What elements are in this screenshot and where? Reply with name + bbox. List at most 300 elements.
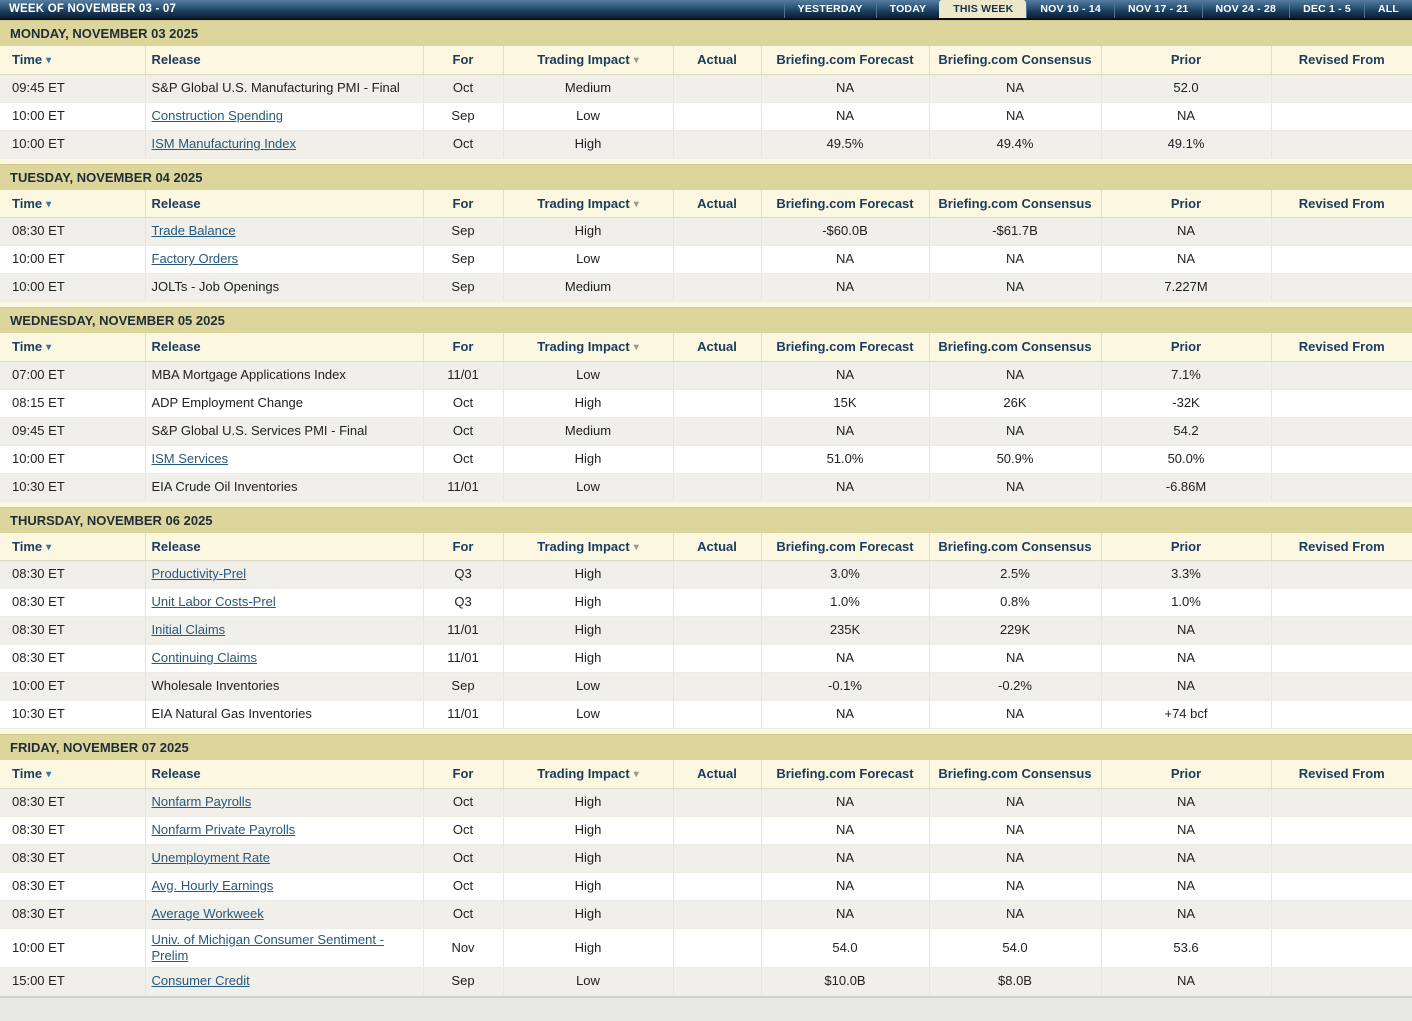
day-section-monday — [0, 20, 1412, 164]
table-row — [0, 246, 1412, 274]
tab-this-week[interactable]: THIS WEEK — [939, 0, 1026, 18]
revised-cell — [1271, 589, 1412, 617]
release-cell — [145, 589, 423, 617]
time-cell: 07:00 ET — [0, 361, 145, 389]
impact-cell: High — [503, 645, 673, 673]
table-row — [0, 872, 1412, 900]
column-header-for — [423, 333, 503, 361]
time-cell: 08:30 ET — [0, 218, 145, 246]
for-cell: Sep — [423, 968, 503, 996]
for-cell: Oct — [423, 788, 503, 816]
page-bottom-edge — [0, 996, 1412, 1005]
day-section-header: FRIDAY, NOVEMBER 07 2025 — [0, 734, 1412, 760]
column-header-time[interactable] — [0, 190, 145, 218]
consensus-cell: NA — [929, 701, 1101, 729]
consensus-cell: 229K — [929, 617, 1101, 645]
forecast-cell: NA — [761, 274, 929, 302]
impact-cell: High — [503, 900, 673, 928]
release-text: Wholesale Inventories — [151, 678, 280, 694]
column-label: Briefing.com Forecast — [776, 766, 914, 782]
sort-down-icon: ▾ — [46, 198, 52, 210]
revised-cell — [1271, 274, 1412, 302]
release-link[interactable]: Productivity-Prel — [151, 566, 247, 582]
column-label: Revised From — [1298, 766, 1385, 782]
table-row — [0, 473, 1412, 501]
revised-cell — [1271, 617, 1412, 645]
release-link[interactable]: Consumer Credit — [151, 973, 250, 989]
sort-down-icon: ▾ — [46, 342, 52, 354]
forecast-cell: 51.0% — [761, 445, 929, 473]
impact-cell: High — [503, 589, 673, 617]
impact-cell: High — [503, 844, 673, 872]
consensus-cell: NA — [929, 900, 1101, 928]
impact-cell: High — [503, 872, 673, 900]
release-cell — [145, 617, 423, 645]
table-row — [0, 968, 1412, 996]
consensus-cell: 26K — [929, 389, 1101, 417]
column-label: Revised From — [1298, 538, 1385, 554]
impact-cell: Medium — [503, 274, 673, 302]
forecast-cell: 49.5% — [761, 130, 929, 158]
forecast-cell: 15K — [761, 389, 929, 417]
column-header-actual — [673, 333, 761, 361]
sort-down-icon: ▾ — [633, 55, 639, 67]
column-label: Briefing.com Consensus — [938, 339, 1092, 355]
release-cell — [145, 445, 423, 473]
prior-cell: NA — [1101, 617, 1271, 645]
consensus-cell: 54.0 — [929, 928, 1101, 968]
time-cell: 10:00 ET — [0, 673, 145, 701]
impact-cell: Low — [503, 246, 673, 274]
revised-cell — [1271, 928, 1412, 968]
revised-cell — [1271, 102, 1412, 130]
column-header-briefing-com-consensus — [929, 46, 1101, 74]
column-label: Prior — [1170, 195, 1202, 211]
impact-cell: High — [503, 816, 673, 844]
column-label: Time — [12, 52, 43, 68]
column-header-time[interactable] — [0, 533, 145, 561]
column-header-prior — [1101, 46, 1271, 74]
release-link[interactable]: Nonfarm Payrolls — [151, 793, 252, 809]
forecast-cell: NA — [761, 701, 929, 729]
for-cell: Q3 — [423, 589, 503, 617]
actual-cell — [673, 844, 761, 872]
column-label: For — [452, 339, 474, 355]
column-label: Time — [12, 339, 43, 355]
column-label: Briefing.com Forecast — [776, 538, 914, 554]
forecast-cell: NA — [761, 102, 929, 130]
prior-cell: -32K — [1101, 389, 1271, 417]
column-label: Briefing.com Consensus — [938, 766, 1092, 782]
table-row — [0, 417, 1412, 445]
sort-down-icon: ▾ — [633, 541, 639, 553]
consensus-cell: 2.5% — [929, 561, 1101, 589]
table-row — [0, 130, 1412, 158]
time-cell: 09:45 ET — [0, 74, 145, 102]
column-header-time[interactable] — [0, 760, 145, 788]
consensus-cell: NA — [929, 246, 1101, 274]
column-label: For — [452, 766, 474, 782]
table-row — [0, 816, 1412, 844]
consensus-cell: NA — [929, 844, 1101, 872]
forecast-cell: 54.0 — [761, 928, 929, 968]
prior-cell: NA — [1101, 844, 1271, 872]
day-section-wednesday — [0, 307, 1412, 507]
table-row — [0, 589, 1412, 617]
column-label: For — [452, 52, 474, 68]
sort-down-icon: ▾ — [633, 342, 639, 354]
table-row — [0, 788, 1412, 816]
for-cell: Oct — [423, 74, 503, 102]
day-section-tuesday — [0, 164, 1412, 308]
release-cell — [145, 417, 423, 445]
day-section-thursday — [0, 507, 1412, 735]
actual-cell — [673, 900, 761, 928]
table-row — [0, 389, 1412, 417]
revised-cell — [1271, 389, 1412, 417]
forecast-cell: 1.0% — [761, 589, 929, 617]
time-cell: 08:30 ET — [0, 844, 145, 872]
column-header-trading-impact[interactable] — [503, 533, 673, 561]
column-header-for — [423, 190, 503, 218]
prior-cell: 54.2 — [1101, 417, 1271, 445]
tab-nov-17-21[interactable]: NOV 17 - 21 — [1114, 0, 1202, 18]
prior-cell: -6.86M — [1101, 473, 1271, 501]
for-cell: Sep — [423, 102, 503, 130]
actual-cell — [673, 445, 761, 473]
consensus-cell: 0.8% — [929, 589, 1101, 617]
tab-today[interactable]: TODAY — [876, 0, 940, 18]
column-header-row — [0, 760, 1412, 788]
revised-cell — [1271, 361, 1412, 389]
table-row — [0, 274, 1412, 302]
column-header-release — [145, 333, 423, 361]
consensus-cell: NA — [929, 645, 1101, 673]
forecast-cell: -$60.0B — [761, 218, 929, 246]
column-label: Prior — [1170, 52, 1202, 68]
prior-cell: NA — [1101, 246, 1271, 274]
table-row — [0, 102, 1412, 130]
column-label: For — [452, 195, 474, 211]
release-link[interactable]: Trade Balance — [151, 223, 236, 239]
column-header-for — [423, 533, 503, 561]
release-cell — [145, 673, 423, 701]
for-cell: Oct — [423, 844, 503, 872]
release-link[interactable]: ISM Manufacturing Index — [151, 135, 297, 151]
release-text: S&P Global U.S. Manufacturing PMI - Final — [151, 79, 400, 95]
release-cell — [145, 561, 423, 589]
column-header-time[interactable] — [0, 333, 145, 361]
revised-cell — [1271, 816, 1412, 844]
week-header-bar — [0, 0, 1412, 20]
release-cell — [145, 218, 423, 246]
column-header-release — [145, 190, 423, 218]
column-label: Revised From — [1298, 195, 1385, 211]
release-link[interactable]: Continuing Claims — [151, 650, 257, 666]
column-header-actual — [673, 190, 761, 218]
release-cell — [145, 389, 423, 417]
revised-cell — [1271, 473, 1412, 501]
column-header-prior — [1101, 533, 1271, 561]
calendar-table — [0, 533, 1412, 730]
forecast-cell: NA — [761, 645, 929, 673]
forecast-cell: NA — [761, 900, 929, 928]
column-header-time[interactable] — [0, 46, 145, 74]
impact-cell: High — [503, 445, 673, 473]
column-label: Trading Impact — [537, 339, 630, 355]
release-cell — [145, 788, 423, 816]
release-cell — [145, 130, 423, 158]
revised-cell — [1271, 445, 1412, 473]
time-cell: 10:30 ET — [0, 701, 145, 729]
time-cell: 15:00 ET — [0, 968, 145, 996]
column-label: Briefing.com Forecast — [776, 195, 914, 211]
impact-cell: Medium — [503, 417, 673, 445]
release-cell — [145, 361, 423, 389]
column-header-trading-impact[interactable] — [503, 190, 673, 218]
release-cell — [145, 872, 423, 900]
column-label: Trading Impact — [537, 52, 630, 68]
release-link[interactable]: Unit Labor Costs-Prel — [151, 594, 276, 610]
column-header-briefing-com-consensus — [929, 190, 1101, 218]
table-row — [0, 701, 1412, 729]
for-cell: 11/01 — [423, 473, 503, 501]
table-row — [0, 900, 1412, 928]
forecast-cell: NA — [761, 246, 929, 274]
calendar-table — [0, 190, 1412, 303]
time-cell: 08:30 ET — [0, 561, 145, 589]
release-cell — [145, 473, 423, 501]
column-label: Release — [151, 339, 201, 355]
time-cell: 10:00 ET — [0, 928, 145, 968]
release-link[interactable]: Univ. of Michigan Consumer Sentiment - Prelim — [151, 931, 384, 963]
table-row — [0, 445, 1412, 473]
sort-down-icon: ▾ — [46, 541, 52, 553]
impact-cell: High — [503, 928, 673, 968]
column-header-briefing-com-forecast — [761, 46, 929, 74]
day-section-header: TUESDAY, NOVEMBER 04 2025 — [0, 164, 1412, 190]
column-header-actual — [673, 46, 761, 74]
column-header-row — [0, 46, 1412, 74]
revised-cell — [1271, 844, 1412, 872]
table-row — [0, 561, 1412, 589]
actual-cell — [673, 968, 761, 996]
release-link[interactable]: Average Workweek — [151, 905, 264, 921]
column-label: Time — [12, 538, 43, 554]
prior-cell: NA — [1101, 816, 1271, 844]
release-cell — [145, 816, 423, 844]
consensus-cell: NA — [929, 473, 1101, 501]
time-cell: 08:30 ET — [0, 589, 145, 617]
prior-cell: NA — [1101, 218, 1271, 246]
actual-cell — [673, 561, 761, 589]
table-row — [0, 218, 1412, 246]
release-link[interactable]: Construction Spending — [151, 107, 284, 123]
prior-cell: +74 bcf — [1101, 701, 1271, 729]
column-label: Revised From — [1298, 52, 1385, 68]
for-cell: Oct — [423, 900, 503, 928]
release-link[interactable]: Factory Orders — [151, 251, 239, 267]
impact-cell: Low — [503, 673, 673, 701]
column-label: Time — [12, 766, 43, 782]
for-cell: Sep — [423, 246, 503, 274]
impact-cell: High — [503, 130, 673, 158]
column-header-release — [145, 533, 423, 561]
column-header-prior — [1101, 760, 1271, 788]
column-header-revised-from — [1271, 190, 1412, 218]
consensus-cell: NA — [929, 872, 1101, 900]
impact-cell: High — [503, 389, 673, 417]
column-label: Trading Impact — [537, 538, 630, 554]
column-header-revised-from — [1271, 46, 1412, 74]
time-cell: 08:30 ET — [0, 816, 145, 844]
for-cell: Q3 — [423, 561, 503, 589]
column-header-row — [0, 190, 1412, 218]
actual-cell — [673, 617, 761, 645]
column-label: Trading Impact — [537, 195, 630, 211]
column-header-briefing-com-consensus — [929, 533, 1101, 561]
table-row — [0, 361, 1412, 389]
actual-cell — [673, 872, 761, 900]
revised-cell — [1271, 74, 1412, 102]
column-header-release — [145, 46, 423, 74]
impact-cell: High — [503, 617, 673, 645]
prior-cell: 50.0% — [1101, 445, 1271, 473]
actual-cell — [673, 701, 761, 729]
day-section-header: WEDNESDAY, NOVEMBER 05 2025 — [0, 307, 1412, 333]
column-header-row — [0, 333, 1412, 361]
column-label: Prior — [1170, 339, 1202, 355]
release-link[interactable]: Initial Claims — [151, 622, 226, 638]
release-link[interactable]: Avg. Hourly Earnings — [151, 877, 274, 893]
column-label: Actual — [697, 195, 737, 211]
prior-cell: NA — [1101, 645, 1271, 673]
revised-cell — [1271, 561, 1412, 589]
column-header-briefing-com-consensus — [929, 760, 1101, 788]
tab-yesterday[interactable]: YESTERDAY — [784, 0, 876, 18]
revised-cell — [1271, 218, 1412, 246]
prior-cell: NA — [1101, 102, 1271, 130]
table-row — [0, 74, 1412, 102]
week-tabs — [784, 0, 1412, 18]
actual-cell — [673, 928, 761, 968]
time-cell: 08:30 ET — [0, 645, 145, 673]
day-section-friday — [0, 734, 1412, 996]
consensus-cell: -0.2% — [929, 673, 1101, 701]
time-cell: 09:45 ET — [0, 417, 145, 445]
column-label: Actual — [697, 766, 737, 782]
day-section-header: MONDAY, NOVEMBER 03 2025 — [0, 20, 1412, 46]
column-header-for — [423, 760, 503, 788]
revised-cell — [1271, 701, 1412, 729]
consensus-cell: $8.0B — [929, 968, 1101, 996]
prior-cell: NA — [1101, 872, 1271, 900]
tab-nov-24-28[interactable]: NOV 24 - 28 — [1202, 0, 1290, 18]
actual-cell — [673, 816, 761, 844]
release-link[interactable]: Nonfarm Private Payrolls — [151, 821, 296, 837]
forecast-cell: NA — [761, 844, 929, 872]
forecast-cell: NA — [761, 417, 929, 445]
column-label: Briefing.com Consensus — [938, 195, 1092, 211]
forecast-cell: NA — [761, 788, 929, 816]
prior-cell: 52.0 — [1101, 74, 1271, 102]
column-header-trading-impact[interactable] — [503, 760, 673, 788]
forecast-cell: -0.1% — [761, 673, 929, 701]
column-header-release — [145, 760, 423, 788]
consensus-cell: NA — [929, 274, 1101, 302]
tab-dec-1-5[interactable]: DEC 1 - 5 — [1289, 0, 1364, 18]
for-cell: Oct — [423, 130, 503, 158]
consensus-cell: NA — [929, 102, 1101, 130]
tab-all[interactable]: ALL — [1364, 0, 1412, 18]
revised-cell — [1271, 900, 1412, 928]
time-cell: 10:00 ET — [0, 246, 145, 274]
impact-cell: Low — [503, 473, 673, 501]
actual-cell — [673, 645, 761, 673]
column-label: Actual — [697, 339, 737, 355]
actual-cell — [673, 417, 761, 445]
column-header-briefing-com-consensus — [929, 333, 1101, 361]
column-header-briefing-com-forecast — [761, 533, 929, 561]
consensus-cell: 49.4% — [929, 130, 1101, 158]
for-cell: Oct — [423, 389, 503, 417]
time-cell: 10:00 ET — [0, 274, 145, 302]
release-cell — [145, 74, 423, 102]
impact-cell: Low — [503, 102, 673, 130]
table-row — [0, 645, 1412, 673]
tab-nov-10-14[interactable]: NOV 10 - 14 — [1026, 0, 1114, 18]
consensus-cell: NA — [929, 417, 1101, 445]
forecast-cell: 235K — [761, 617, 929, 645]
column-header-briefing-com-forecast — [761, 190, 929, 218]
column-label: Release — [151, 52, 201, 68]
impact-cell: Low — [503, 968, 673, 996]
revised-cell — [1271, 246, 1412, 274]
forecast-cell: NA — [761, 872, 929, 900]
column-header-trading-impact[interactable] — [503, 46, 673, 74]
for-cell: Oct — [423, 417, 503, 445]
release-cell — [145, 246, 423, 274]
release-cell — [145, 900, 423, 928]
prior-cell: NA — [1101, 900, 1271, 928]
for-cell: 11/01 — [423, 617, 503, 645]
for-cell: Sep — [423, 218, 503, 246]
time-cell: 08:30 ET — [0, 900, 145, 928]
release-text: EIA Natural Gas Inventories — [151, 706, 312, 722]
release-link[interactable]: ISM Services — [151, 450, 229, 466]
for-cell: Nov — [423, 928, 503, 968]
prior-cell: 1.0% — [1101, 589, 1271, 617]
column-header-revised-from — [1271, 533, 1412, 561]
prior-cell: 49.1% — [1101, 130, 1271, 158]
column-header-trading-impact[interactable] — [503, 333, 673, 361]
time-cell: 10:00 ET — [0, 445, 145, 473]
for-cell: Oct — [423, 445, 503, 473]
column-header-briefing-com-forecast — [761, 760, 929, 788]
column-label: Release — [151, 766, 201, 782]
time-cell: 08:30 ET — [0, 617, 145, 645]
column-header-actual — [673, 760, 761, 788]
calendar-table — [0, 333, 1412, 502]
table-row — [0, 928, 1412, 968]
actual-cell — [673, 788, 761, 816]
calendar-table — [0, 760, 1412, 996]
release-link[interactable]: Unemployment Rate — [151, 849, 270, 865]
prior-cell: 7.227M — [1101, 274, 1271, 302]
release-cell — [145, 928, 423, 968]
prior-cell: NA — [1101, 788, 1271, 816]
column-header-prior — [1101, 333, 1271, 361]
